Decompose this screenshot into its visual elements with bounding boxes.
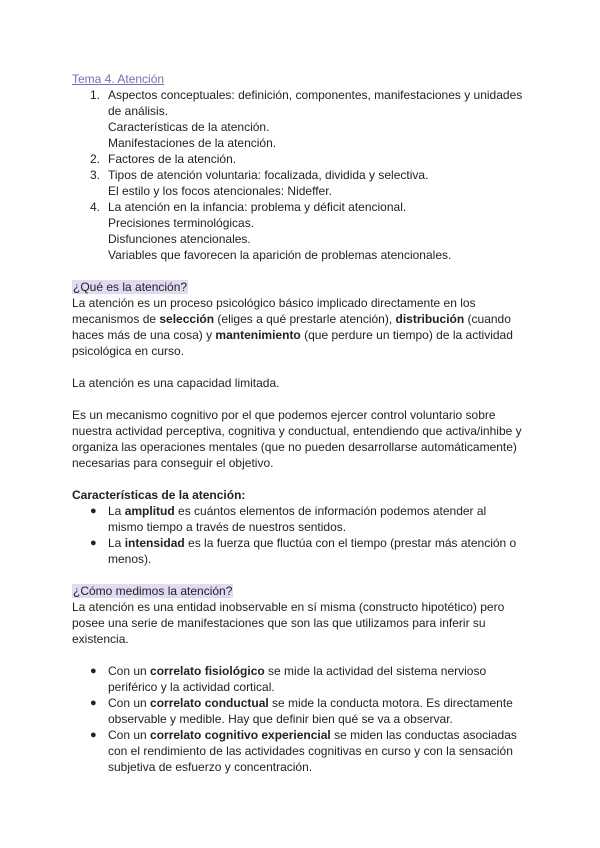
text-run: se mide la actividad del sistema nervioso [264,664,487,678]
text-run: La [108,536,125,550]
toc-item-4: La atención en la infancia: problema y déficit atencional. [108,200,407,214]
text-run: (que perdure un tiempo) de la actividad [300,328,513,342]
bold-term-amplitud: amplitud [124,504,175,518]
section-heading-what [72,279,188,295]
bullet-line: mismo tiempo a través de nuestros sentidos. [108,520,347,534]
paragraph-line: organiza las operaciones mentales (que no pueden desarrollarse automáticamente) [72,440,517,454]
bold-term-mantenimiento: mantenimiento [215,328,301,342]
paragraph-line: Es un mecanismo cognitivo por el que podemos ejercer control voluntario sobre [72,408,496,422]
paragraph-line: psicológica en curso. [72,344,185,358]
toc-item-2: Factores de la atención. [108,152,237,166]
toc-item-1-cont: de análisis. [108,104,169,118]
text-run: es cuántos elementos de información podemos atender al [174,504,487,518]
text-run: (eliges a qué prestarle atención), [214,312,396,326]
paragraph-line [72,311,511,327]
toc-number: 3. [89,168,100,182]
bullet-line [108,727,517,743]
bold-term-intensidad: intensidad [124,536,185,550]
paragraph-line: La atención es una entidad inobservable en sí misma (constructo hipotético) pero [72,600,505,614]
text-run: haces más de una cosa) y [72,328,216,342]
paragraph-line: necesarias para conseguir el objetivo. [72,456,274,470]
bullet-icon: ● [90,729,97,741]
toc-number: 4. [89,200,100,214]
toc-subitem: Manifestaciones de la atención. [108,136,277,150]
text-run: Con un [108,696,151,710]
bullet-icon: ● [90,505,97,517]
paragraph-line: posee una serie de manifestaciones que son las que utilizamos para inferir su [72,616,486,630]
bullet-line [108,695,513,711]
paragraph-line: La atención es una capacidad limitada. [72,376,280,390]
text-run: se miden las conductas asociadas [330,728,517,742]
page-title: Tema 4. Atención [72,72,165,86]
toc-subitem: El estilo y los focos atencionales: Nideffer. [108,184,332,198]
text-run: Con un [108,664,151,678]
bullet-line: subjetiva de esfuerzo y concentración. [108,760,313,774]
bullet-line: observable y medible. Hay que definir bien qué se va a observar. [108,712,453,726]
bold-term-distribucion: distribución [395,312,465,326]
toc-number: 1. [89,88,100,102]
bullet-icon: ● [90,537,97,549]
bold-term-fisiologico: correlato fisiológico [150,664,265,678]
text-run: La [108,504,125,518]
text-run: (cuando [464,312,511,326]
subheading-characteristics: Características de la atención: [72,488,246,502]
toc-subitem: Disfunciones atencionales. [108,232,251,246]
bullet-icon: ● [90,665,97,677]
section-heading-measure [72,583,233,599]
bullet-icon: ● [90,697,97,709]
bold-term-seleccion: selección [159,312,215,326]
heading-highlight: ¿Qué es la atención? [73,280,188,294]
bullet-line: con el rendimiento de las actividades cognitivas en curso y con la sensación [108,744,513,758]
bullet-line [108,503,486,519]
toc-item-3: Tipos de atención voluntaria: focalizada, dividida y selectiva. [108,168,429,182]
bullet-line [108,535,516,551]
toc-subitem: Variables que favorecen la aparición de problemas atencionales. [108,248,452,262]
bullet-line: periférico y la actividad cortical. [108,680,275,694]
heading-highlight: ¿Cómo medimos la atención? [73,584,233,598]
toc-item-1: Aspectos conceptuales: definición, componentes, manifestaciones y unidades [108,88,523,102]
paragraph-line: nuestra actividad perceptiva, cognitiva y conductual, entendiendo que activa/inhibe y [72,424,522,438]
paragraph-line [72,327,513,343]
paragraph-line: La atención es un proceso psicológico básico implicado directamente en los [72,296,476,310]
toc-subitem: Precisiones terminológicas. [108,216,255,230]
bold-term-conductual: correlato conductual [150,696,269,710]
toc-subitem: Características de la atención. [108,120,270,134]
paragraph-line: existencia. [72,632,129,646]
text-run: mecanismos de [72,312,160,326]
bullet-line: menos). [108,552,152,566]
text-run: se mide la conducta motora. Es directamente [268,696,513,710]
bullet-line [108,663,486,679]
text-run: es la fuerza que fluctúa con el tiempo (prestar más atención o [184,536,517,550]
bold-term-experiencial: correlato cognitivo experiencial [150,728,331,742]
text-run: Con un [108,728,151,742]
toc-number: 2. [89,152,100,166]
